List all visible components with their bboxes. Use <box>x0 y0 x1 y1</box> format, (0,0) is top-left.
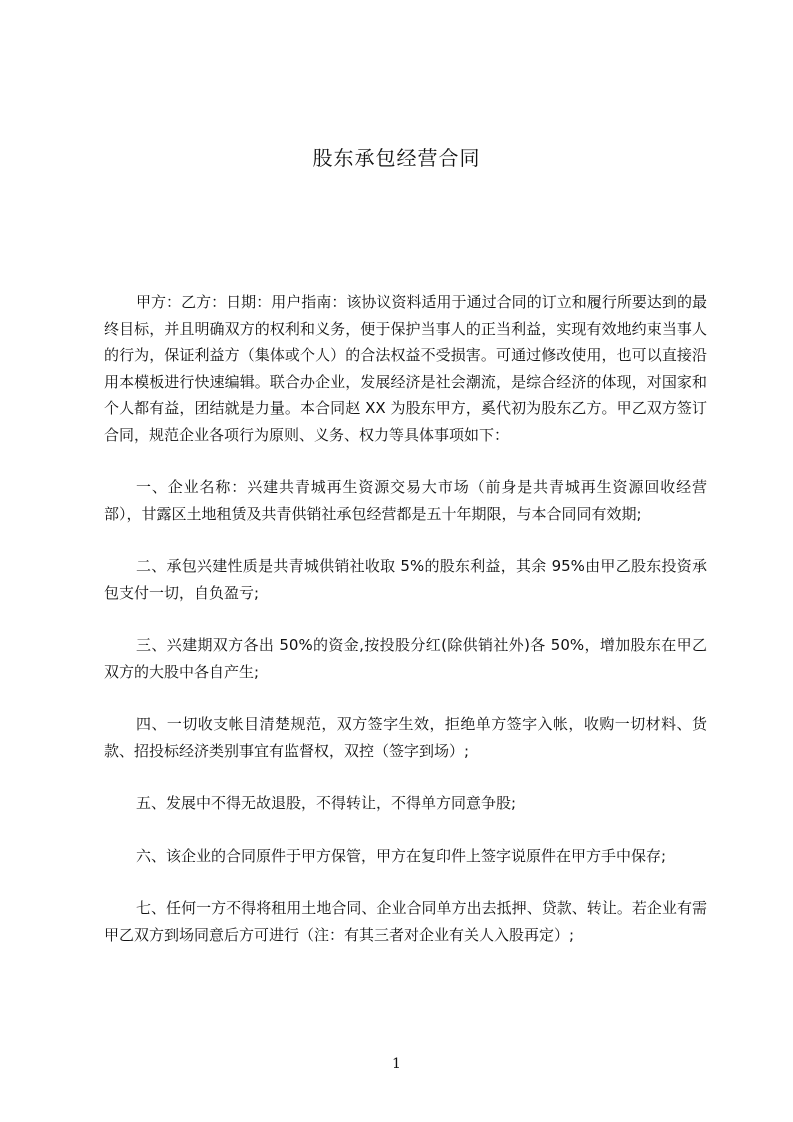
paragraph-clause-4: 四、一切收支帐目清楚规范，双方签字生效，拒绝单方签字入帐，收购一切材料、货款、招投标经济类别事宜有监督权，双控（签字到场）; <box>104 715 707 760</box>
paragraph-clause-3: 三、兴建期双方各出 50%的资金,按投股分红(除供销社外)各 50%，增加股东在甲乙双方的大股中各自产生; <box>104 636 707 681</box>
page-number: 1 <box>392 1056 401 1072</box>
paragraph-clause-2: 二、承包兴建性质是共青城供销社收取 5%的股东利益，其余 95%由甲乙股东投资承包支付一切，自负盈亏; <box>104 557 707 602</box>
paragraph-intro: 甲方：乙方：日期：用户指南：该协议资料适用于通过合同的订立和履行所要达到的最终目标，并且明确双方的权利和义务，便于保护当事人的正当利益，实现有效地约束当事人的行为，保证利益方（集体或个人）的合法权益不受损害。可通过修改使用，也可以直接沿用本模板进行快速编辑。联合办企业，发展经济是社会潮流，是综合经济的体现，对国家和个人都有益，团结就是力量。本合同赵 XX 为股东甲方，奚代初为股东乙方。甲乙双方签订合同，规范企业各项行为原则、义务、权力等具体事项如下： <box>104 293 707 444</box>
paragraph-clause-5: 五、发展中不得无故退股，不得转让，不得单方同意争股; <box>136 794 517 812</box>
contract-body <box>104 289 707 948</box>
paragraph-clause-1: 一、企业名称：兴建共青城再生资源交易大市场（前身是共青城再生资源回收经营部），甘露区土地租赁及共青供销社承包经营都是五十年期限，与本合同同有效期; <box>104 478 707 523</box>
paragraph-clause-6: 六、该企业的合同原件于甲方保管，甲方在复印件上签字说原件在甲方手中保存; <box>136 846 667 865</box>
paragraph-clause-7: 七、任何一方不得将租用土地合同、企业合同单方出去抵押、贷款、转让。若企业有需甲乙双方到场同意后方可进行（注：有其三者对企业有关人入股再定）; <box>104 899 707 944</box>
page-title: 股东承包经营合同 <box>312 146 481 170</box>
